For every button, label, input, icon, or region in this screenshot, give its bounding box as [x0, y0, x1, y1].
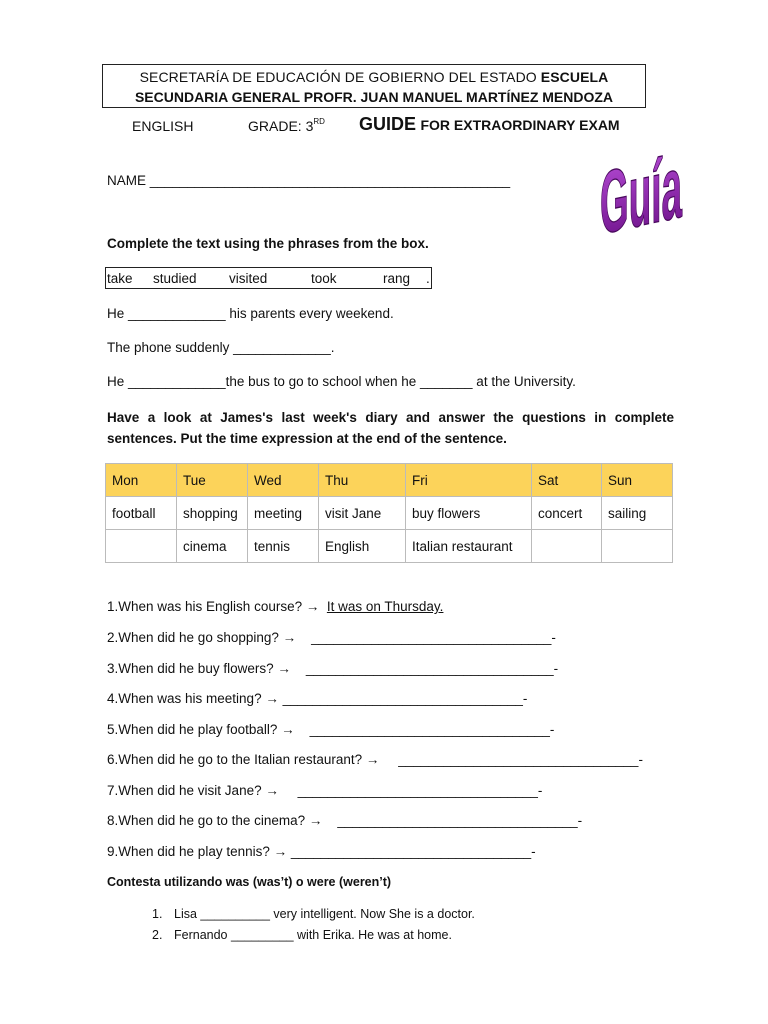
guide-subtitle: FOR EXTRAORDINARY EXAM [420, 117, 620, 133]
name-field-line: NAME ________________________________________________ [107, 173, 511, 188]
exercise-1-instruction: Complete the text using the phrases from the box. [107, 236, 429, 251]
day-header: Tue [177, 464, 248, 497]
list-item-number: 2. [152, 928, 163, 942]
diary-cell: football [106, 497, 177, 530]
guide-title [359, 114, 620, 135]
question-text: 8.When did he go to the cinema? → [107, 813, 323, 828]
day-header: Sat [532, 464, 602, 497]
word-box-item: take [107, 271, 133, 286]
word-box-item: rang [383, 271, 411, 286]
question-answer-line: _________________________________- [305, 661, 559, 676]
question [107, 630, 556, 645]
question [107, 813, 582, 828]
question-answer-line: ________________________________- [282, 691, 528, 706]
question [107, 599, 443, 614]
word-box [105, 267, 432, 289]
question-answer-line: ________________________________- [398, 752, 643, 767]
diary-cell: meeting [248, 497, 319, 530]
question-text: 2.When did he go shopping? → [107, 630, 297, 645]
question-answer-line: ________________________________- [337, 813, 583, 828]
question [107, 783, 542, 798]
question-answer-line: ________________________________- [290, 844, 536, 859]
header-line-1-bold: ESCUELA [540, 69, 609, 85]
school-header [102, 64, 646, 108]
exercise-1-sentence: He _____________ his parents every weekend. [107, 306, 394, 321]
question-text: 5.When did he play football? → [107, 722, 295, 737]
diary-table [105, 463, 673, 563]
header-line-2 [103, 87, 645, 107]
list-item-number: 1. [152, 907, 163, 921]
question-answer-line: ________________________________- [311, 630, 556, 645]
question-text: 1.When was his English course? → [107, 599, 320, 614]
grade-superscript: RD [313, 117, 325, 126]
question [107, 844, 536, 859]
exercise-1-sentence: The phone suddenly _____________. [107, 340, 335, 355]
question [107, 691, 527, 706]
day-header: Thu [319, 464, 406, 497]
diary-cell: cinema [177, 530, 248, 563]
list-item-text: Fernando _________ with Erika. He was at home. [174, 928, 452, 942]
word-box-item: studied [153, 271, 197, 286]
question-answer-line: ________________________________- [297, 783, 543, 798]
diary-cell: English [319, 530, 406, 563]
grade-text: GRADE: 3 [248, 118, 314, 134]
diary-row [106, 530, 673, 563]
exercise-2-instruction: Have a look at James's last week's diary and answer the questions in complete sentences. Put the time expression at the end of the sentence. [107, 410, 674, 446]
diary-cell: tennis [248, 530, 319, 563]
day-header: Wed [248, 464, 319, 497]
diary-cell: concert [532, 497, 602, 530]
header-line-1 [103, 67, 645, 87]
diary-cell [106, 530, 177, 563]
diary-cell: buy flowers [406, 497, 532, 530]
diary-cell [532, 530, 602, 563]
question-answer: It was on Thursday. [326, 599, 444, 614]
diary-cell [602, 530, 673, 563]
list-item-text: Lisa __________ very intelligent. Now She is a doctor. [174, 907, 475, 921]
day-header: Sun [602, 464, 673, 497]
question-text: 4.When was his meeting? → [107, 691, 279, 706]
guide-word: GUIDE [359, 114, 417, 134]
diary-cell: sailing [602, 497, 673, 530]
guia-logo-text: Guía [600, 130, 716, 254]
question [107, 661, 558, 676]
question [107, 722, 554, 737]
exercise-3-instruction: Contesta utilizando was (was’t) o were (weren’t) [107, 875, 392, 889]
subject-label: ENGLISH [132, 118, 194, 134]
question-text: 3.When did he buy flowers? → [107, 661, 291, 676]
word-box-item: . [426, 271, 430, 286]
word-box-item: took [311, 271, 337, 286]
header-line-2-text: SECUNDARIA GENERAL PROFR. JUAN MANUEL MARTÍNEZ MENDOZA [134, 89, 614, 105]
day-header: Mon [106, 464, 177, 497]
header-line-1-text: SECRETARÍA DE EDUCACIÓN DE GOBIERNO DEL ESTADO [139, 69, 537, 85]
diary-header-row [106, 464, 673, 497]
question-text: 6.When did he go to the Italian restaurant? → [107, 752, 380, 767]
exercise-1-sentence: He _____________the bus to go to school when he _______ at the University. [107, 374, 576, 389]
question-text: 7.When did he visit Jane? → [107, 783, 279, 798]
diary-cell: shopping [177, 497, 248, 530]
day-header: Fri [406, 464, 532, 497]
question [107, 752, 643, 767]
grade-label [248, 118, 325, 134]
diary-cell: Italian restaurant [406, 530, 532, 563]
question-text: 9.When did he play tennis? → [107, 844, 288, 859]
diary-cell: visit Jane [319, 497, 406, 530]
guia-logo [596, 130, 716, 254]
word-box-item: visited [229, 271, 268, 286]
diary-row [106, 497, 673, 530]
question-answer-line: ________________________________- [309, 722, 555, 737]
